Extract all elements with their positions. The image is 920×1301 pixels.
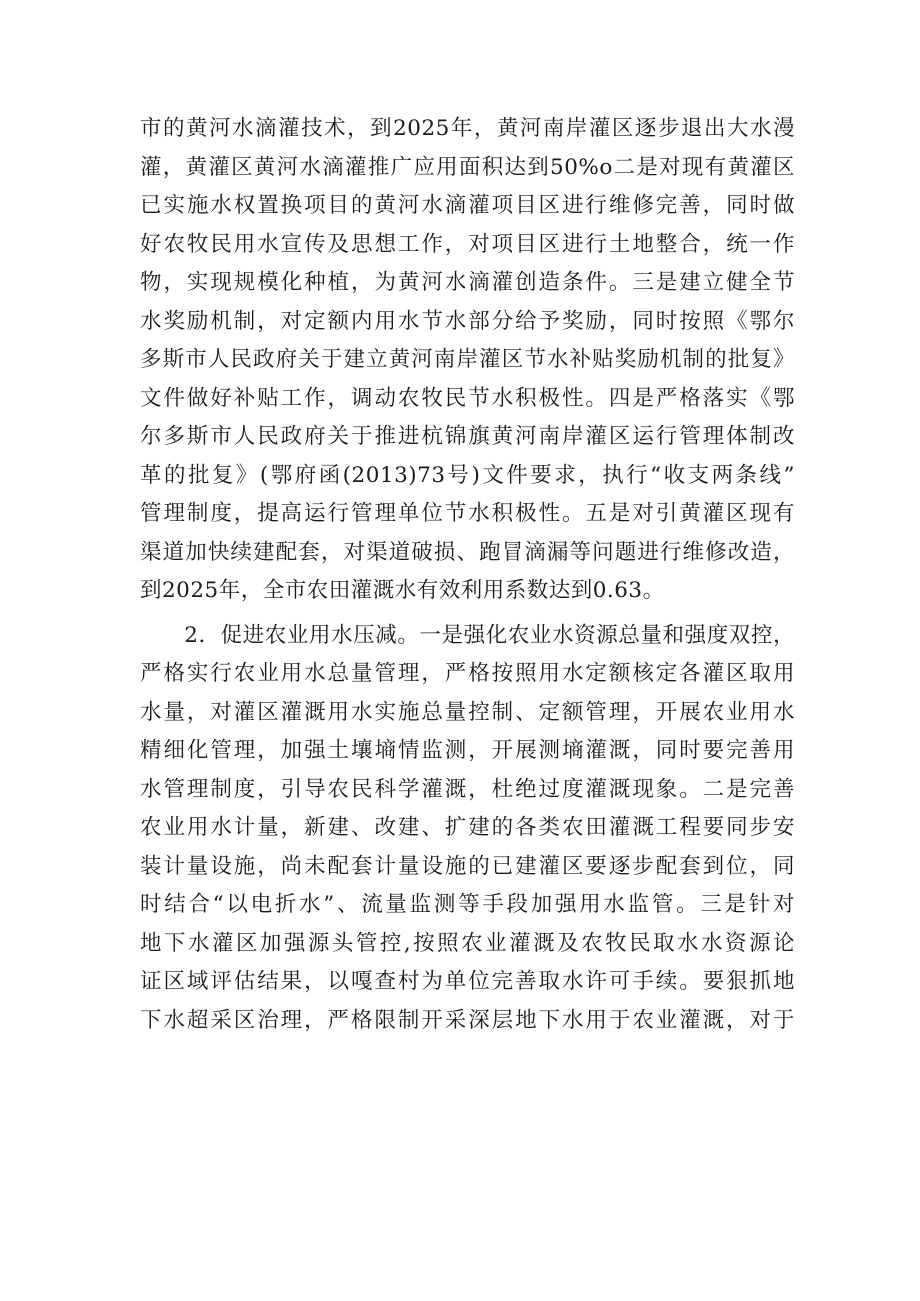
text-line: 严格实行农业用水总量管理，严格按照用水定额核定各灌区取用: [140, 661, 795, 686]
text-line: 革的批复》(鄂府函(2013)73号)文件要求，执行“收支两条线”: [140, 462, 795, 488]
text-line: 水管理制度，引导农民科学灌溉，杜绝过度灌溉现象。二是完善: [140, 776, 795, 802]
text-line: 证区域评估结果，以嘎查村为单位完善取水许可手续。要狠抓地: [140, 969, 795, 994]
text-line: 已实施水权置换项目的黄河水滴灌项目区进行维修完善，同时做: [140, 193, 795, 218]
text-line: 尔多斯市人民政府关于推进杭锦旗黄河南岸灌区运行管理体制改: [140, 424, 795, 449]
text-line: 水奖励机制，对定额内用水节水部分给予奖励，同时按照《鄂尔: [140, 308, 795, 334]
text-line: 市的黄河水滴灌技术，到2025年，黄河南岸灌区逐步退出大水漫: [140, 116, 795, 141]
text-line: 2．促进农业用水压减。一是强化农业水资源总量和强度双控，: [140, 622, 795, 648]
text-line: 管理制度，提高运行管理单位节水积极性。五是对引黄灌区现有: [140, 501, 795, 526]
text-line: 好农牧民用水宣传及思想工作，对项目区进行土地整合，统一作: [140, 231, 795, 257]
text-line: 下水超采区治理，严格限制开采深层地下水用于农业灌溉，对于: [140, 1007, 795, 1033]
text-line: 文件做好补贴工作，调动农牧民节水积极性。四是严格落实《鄂: [140, 385, 795, 411]
text-line: 灌，黄灌区黄河水滴灌推广应用面积达到50%o二是对现有黄灌区: [140, 154, 795, 180]
paragraph-1: [140, 110, 795, 611]
text-line: 到2025年，全市农田灌溉水有效利用系数达到0.63。: [140, 578, 665, 603]
text-line: 渠道加快续建配套，对渠道破损、跑冒滴漏等问题进行维修改造，: [140, 539, 795, 565]
text-line: 农业用水计量，新建、改建、扩建的各类农田灌溉工程要同步安: [140, 815, 795, 840]
document-body: [140, 110, 795, 1040]
text-line: 水量，对灌区灌溉用水实施总量控制、定额管理，开展农业用水: [140, 699, 795, 725]
text-line: 时结合“以电折水”、流量监测等手段加强用水监管。三是针对: [140, 892, 795, 917]
text-line: 精细化管理，加强土壤墒情监测，开展测墒灌溉，同时要完善用: [140, 738, 795, 763]
paragraph-2: [140, 617, 795, 1041]
text-line: 地下水灌区加强源头管控,按照农业灌溉及农牧民取水水资源论: [140, 930, 795, 956]
text-line: 装计量设施，尚未配套计量设施的已建灌区要逐步配套到位，同: [140, 853, 795, 879]
text-line: 物，实现规模化种植，为黄河水滴灌创造条件。三是建立健全节: [140, 270, 795, 295]
text-line: 多斯市人民政府关于建立黄河南岸灌区节水补贴奖励机制的批复》: [140, 347, 795, 372]
